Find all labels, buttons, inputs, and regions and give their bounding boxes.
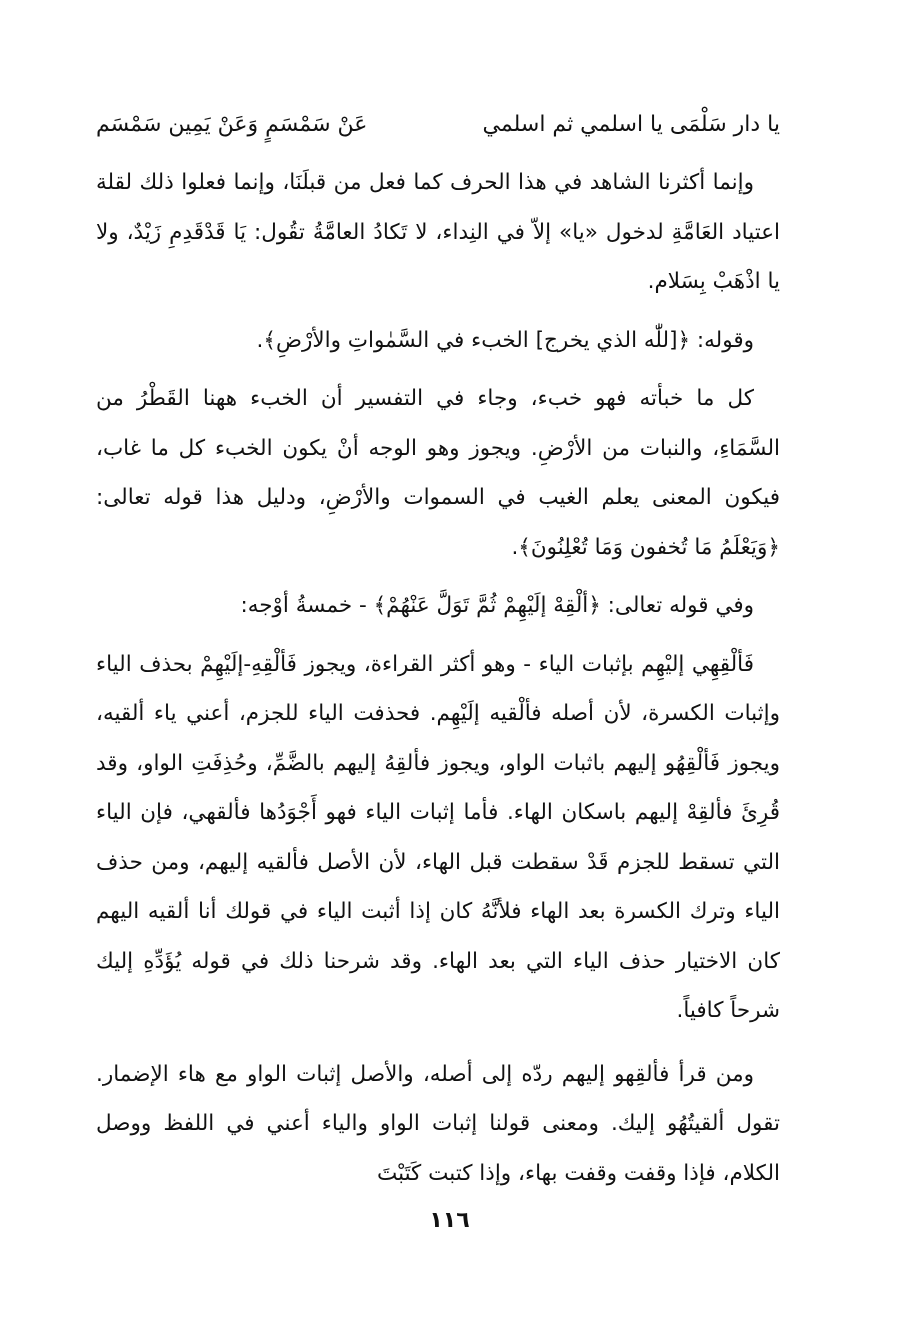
paragraph: كل ما خبأته فهو خبء، وجاء في التفسير أن الخبء ههنا القَطْرُ من السَّمَاءِ، والنبات من الأرْضِ. ويجوز وهو الوجه أنْ يكون الخبء كل ما غاب، فيكون المعنى يعلم الغيب في السموات والأرْضِ، ودليل هذا قوله تعالى: ﴿وَيَعْلَمُ مَا تُخفون وَمَا تُعْلِنُونَ﴾. bbox=[96, 386, 780, 560]
poetry-verse bbox=[96, 100, 780, 150]
paragraph: فَألْقِهِي إليْهِم بإثبات الياء - وهو أكثر القراءة، ويجوز فَألْقِهِ-إلَيْهِمْ بحذف الياء وإثبات الكسرة، لأن أصله فألْقيه إلَيْهِم. فحذفت الياء للجزم، أعني ياء ألقيه، ويجوز فَألْقِهُو إليهم باثبات الواو، ويجوز فألقِهُ إليهم بالضَّمِّ، وحُذِفَتِ الواو، وقد قُرِئَ فألقِهْ إليهم باسكان الهاء. فأما إثبات الياء فهو أَجْوَدُها فألقهي، فإن الياء التي تسقط للجزم قَدْ سقطت قبل الهاء، لأن الأصل فألقيه إليهم، ومن حذف الياء وترك الكسرة بعد الهاء فلأنَّهُ كان إذا أثبت الياء في قولك أنا ألقيه اليهم كان الاختيار حذف الياء التي بعد الهاء. وقد شرحنا ذلك في قوله يُؤَدِّهِ إليك شرحاً كافياً. bbox=[96, 651, 780, 1023]
paragraph: وقوله: ﴿[للّٰه الذي يخرج] الخبء في السَّمٰواتِ والأرْضِ﴾. bbox=[256, 327, 754, 353]
verse-second-hemistich: عَنْ سَمْسَمٍ وَعَنْ يَمِين سَمْسَم bbox=[96, 112, 368, 137]
paragraph: وإنما أكثرنا الشاهد في هذا الحرف كما فعل من قبلَنَا، وإنما فعلوا ذلك لقلة اعتياد العَامَّةِ لدخول «يا» إلاّ في النِداء، لا تَكادُ العامَّةُ تقُول: يَا قَدْقَدِمِ زَيْدٌ، ولا يا اذْهَبْ بِسَلام. bbox=[96, 170, 780, 294]
paragraph: وفي قوله تعالى: ﴿ألْقِهْ إلَيْهِمْ ثُمَّ تَوَلَّ عَنْهُمْ﴾ - خمسةُ أوْجه: bbox=[240, 593, 754, 618]
page-text bbox=[96, 100, 780, 1207]
page-number: ١١٦ bbox=[429, 1208, 470, 1233]
verse-first-hemistich: يا دار سَلْمَى يا اسلمي ثم اسلمي bbox=[482, 112, 780, 137]
paragraph: ومن قرأ فألقِهو إليهم ردّه إلى أصله، والأصل إثبات الواو مع هاء الإضمار. تقول ألقيتُهُو إليك. ومعنى قولنا إثبات الواو والياء أعني في اللفظ ووصل الكلام، فإذا وقفت وقفت بهاء، وإذا كتبت كَتَبْتَ bbox=[96, 1061, 780, 1186]
